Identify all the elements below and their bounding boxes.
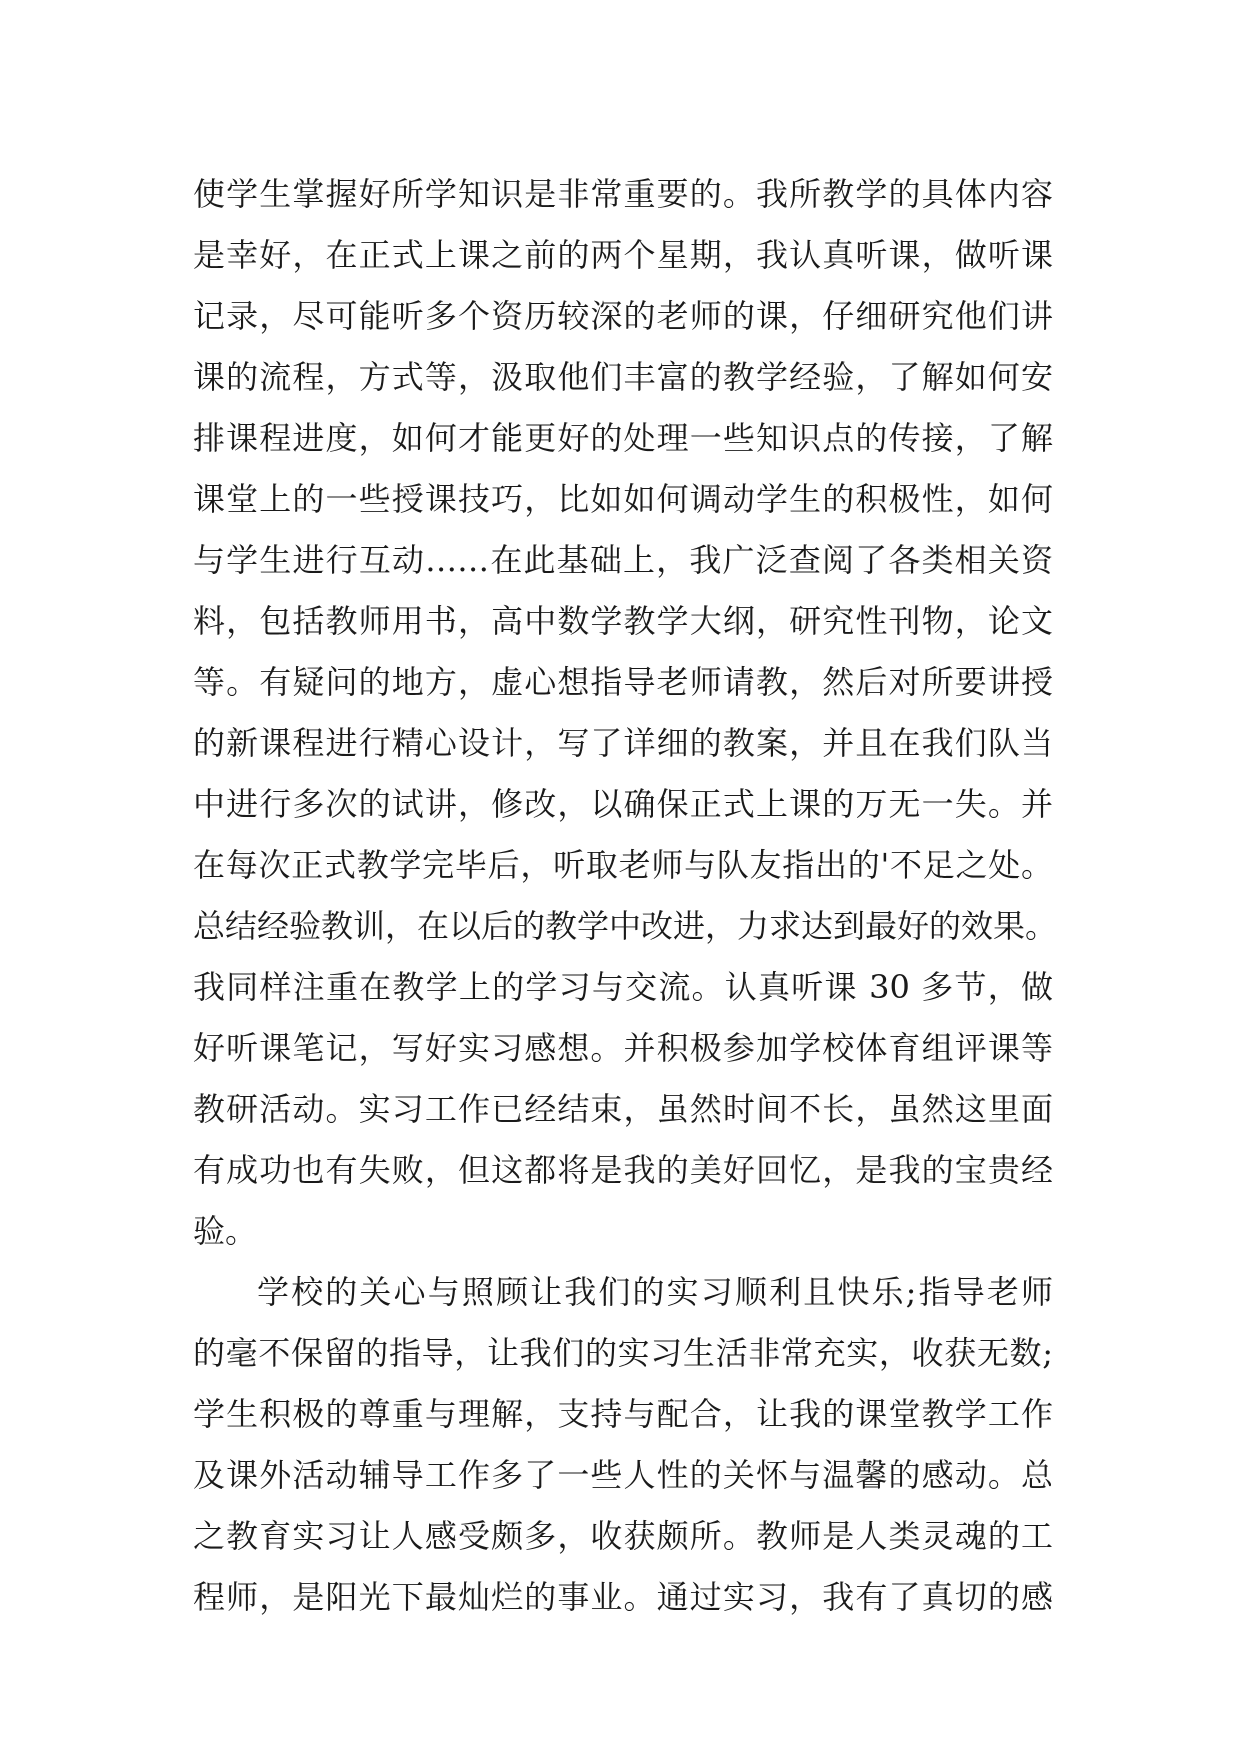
text-line: 的新课程进行精心设计，写了详细的教案，并且在我们队当 <box>193 724 1053 762</box>
text-line: 好听课笔记，写好实习感想。并积极参加学校体育组评课等 <box>193 1029 1053 1067</box>
text-line: 我同样注重在教学上的学习与交流。认真听课 30 多节，做 <box>193 968 1053 1006</box>
text-line: 中进行多次的试讲，修改，以确保正式上课的万无一失。并 <box>193 785 1053 823</box>
text-line: 有成功也有失败，但这都将是我的美好回忆，是我的宝贵经 <box>193 1151 1053 1189</box>
text-line: 验。 <box>193 1212 258 1250</box>
text-line: 的毫不保留的指导，让我们的实习生活非常充实，收获无数; <box>193 1334 1053 1372</box>
body-text <box>193 164 1058 1628</box>
paragraph-first-line: 学校的关心与照顾让我们的实习顺利且快乐;指导老师 <box>257 1273 1053 1311</box>
text-line: 排课程进度，如何才能更好的处理一些知识点的传接，了解 <box>193 419 1053 457</box>
text-line: 使学生掌握好所学知识是非常重要的。我所教学的具体内容 <box>193 175 1053 213</box>
text-line: 学生积极的尊重与理解，支持与配合，让我的课堂教学工作 <box>193 1395 1053 1433</box>
text-line: 等。有疑问的地方，虚心想指导老师请教，然后对所要讲授 <box>193 663 1053 701</box>
text-line: 是幸好，在正式上课之前的两个星期，我认真听课，做听课 <box>193 236 1053 274</box>
text-line: 总结经验教训，在以后的教学中改进，力求达到最好的效果。 <box>193 907 1058 945</box>
text-line: 教研活动。实习工作已经结束，虽然时间不长，虽然这里面 <box>193 1090 1053 1128</box>
text-line: 程师，是阳光下最灿烂的事业。通过实习，我有了真切的感 <box>193 1578 1053 1616</box>
text-line: 课的流程，方式等，汲取他们丰富的教学经验，了解如何安 <box>193 358 1053 396</box>
text-line: 料，包括教师用书，高中数学教学大纲，研究性刊物，论文 <box>193 602 1053 640</box>
text-line: 与学生进行互动……在此基础上，我广泛查阅了各类相关资 <box>193 541 1053 579</box>
text-line: 及课外活动辅导工作多了一些人性的关怀与温馨的感动。总 <box>193 1456 1053 1494</box>
text-line: 在每次正式教学完毕后，听取老师与队友指出的'不足之处。 <box>193 846 1053 884</box>
text-line: 之教育实习让人感受颇多，收获颇所。教师是人类灵魂的工 <box>193 1517 1053 1555</box>
text-line: 记录，尽可能听多个资历较深的老师的课，仔细研究他们讲 <box>193 297 1053 335</box>
text-line: 课堂上的一些授课技巧，比如如何调动学生的积极性，如何 <box>193 480 1053 518</box>
